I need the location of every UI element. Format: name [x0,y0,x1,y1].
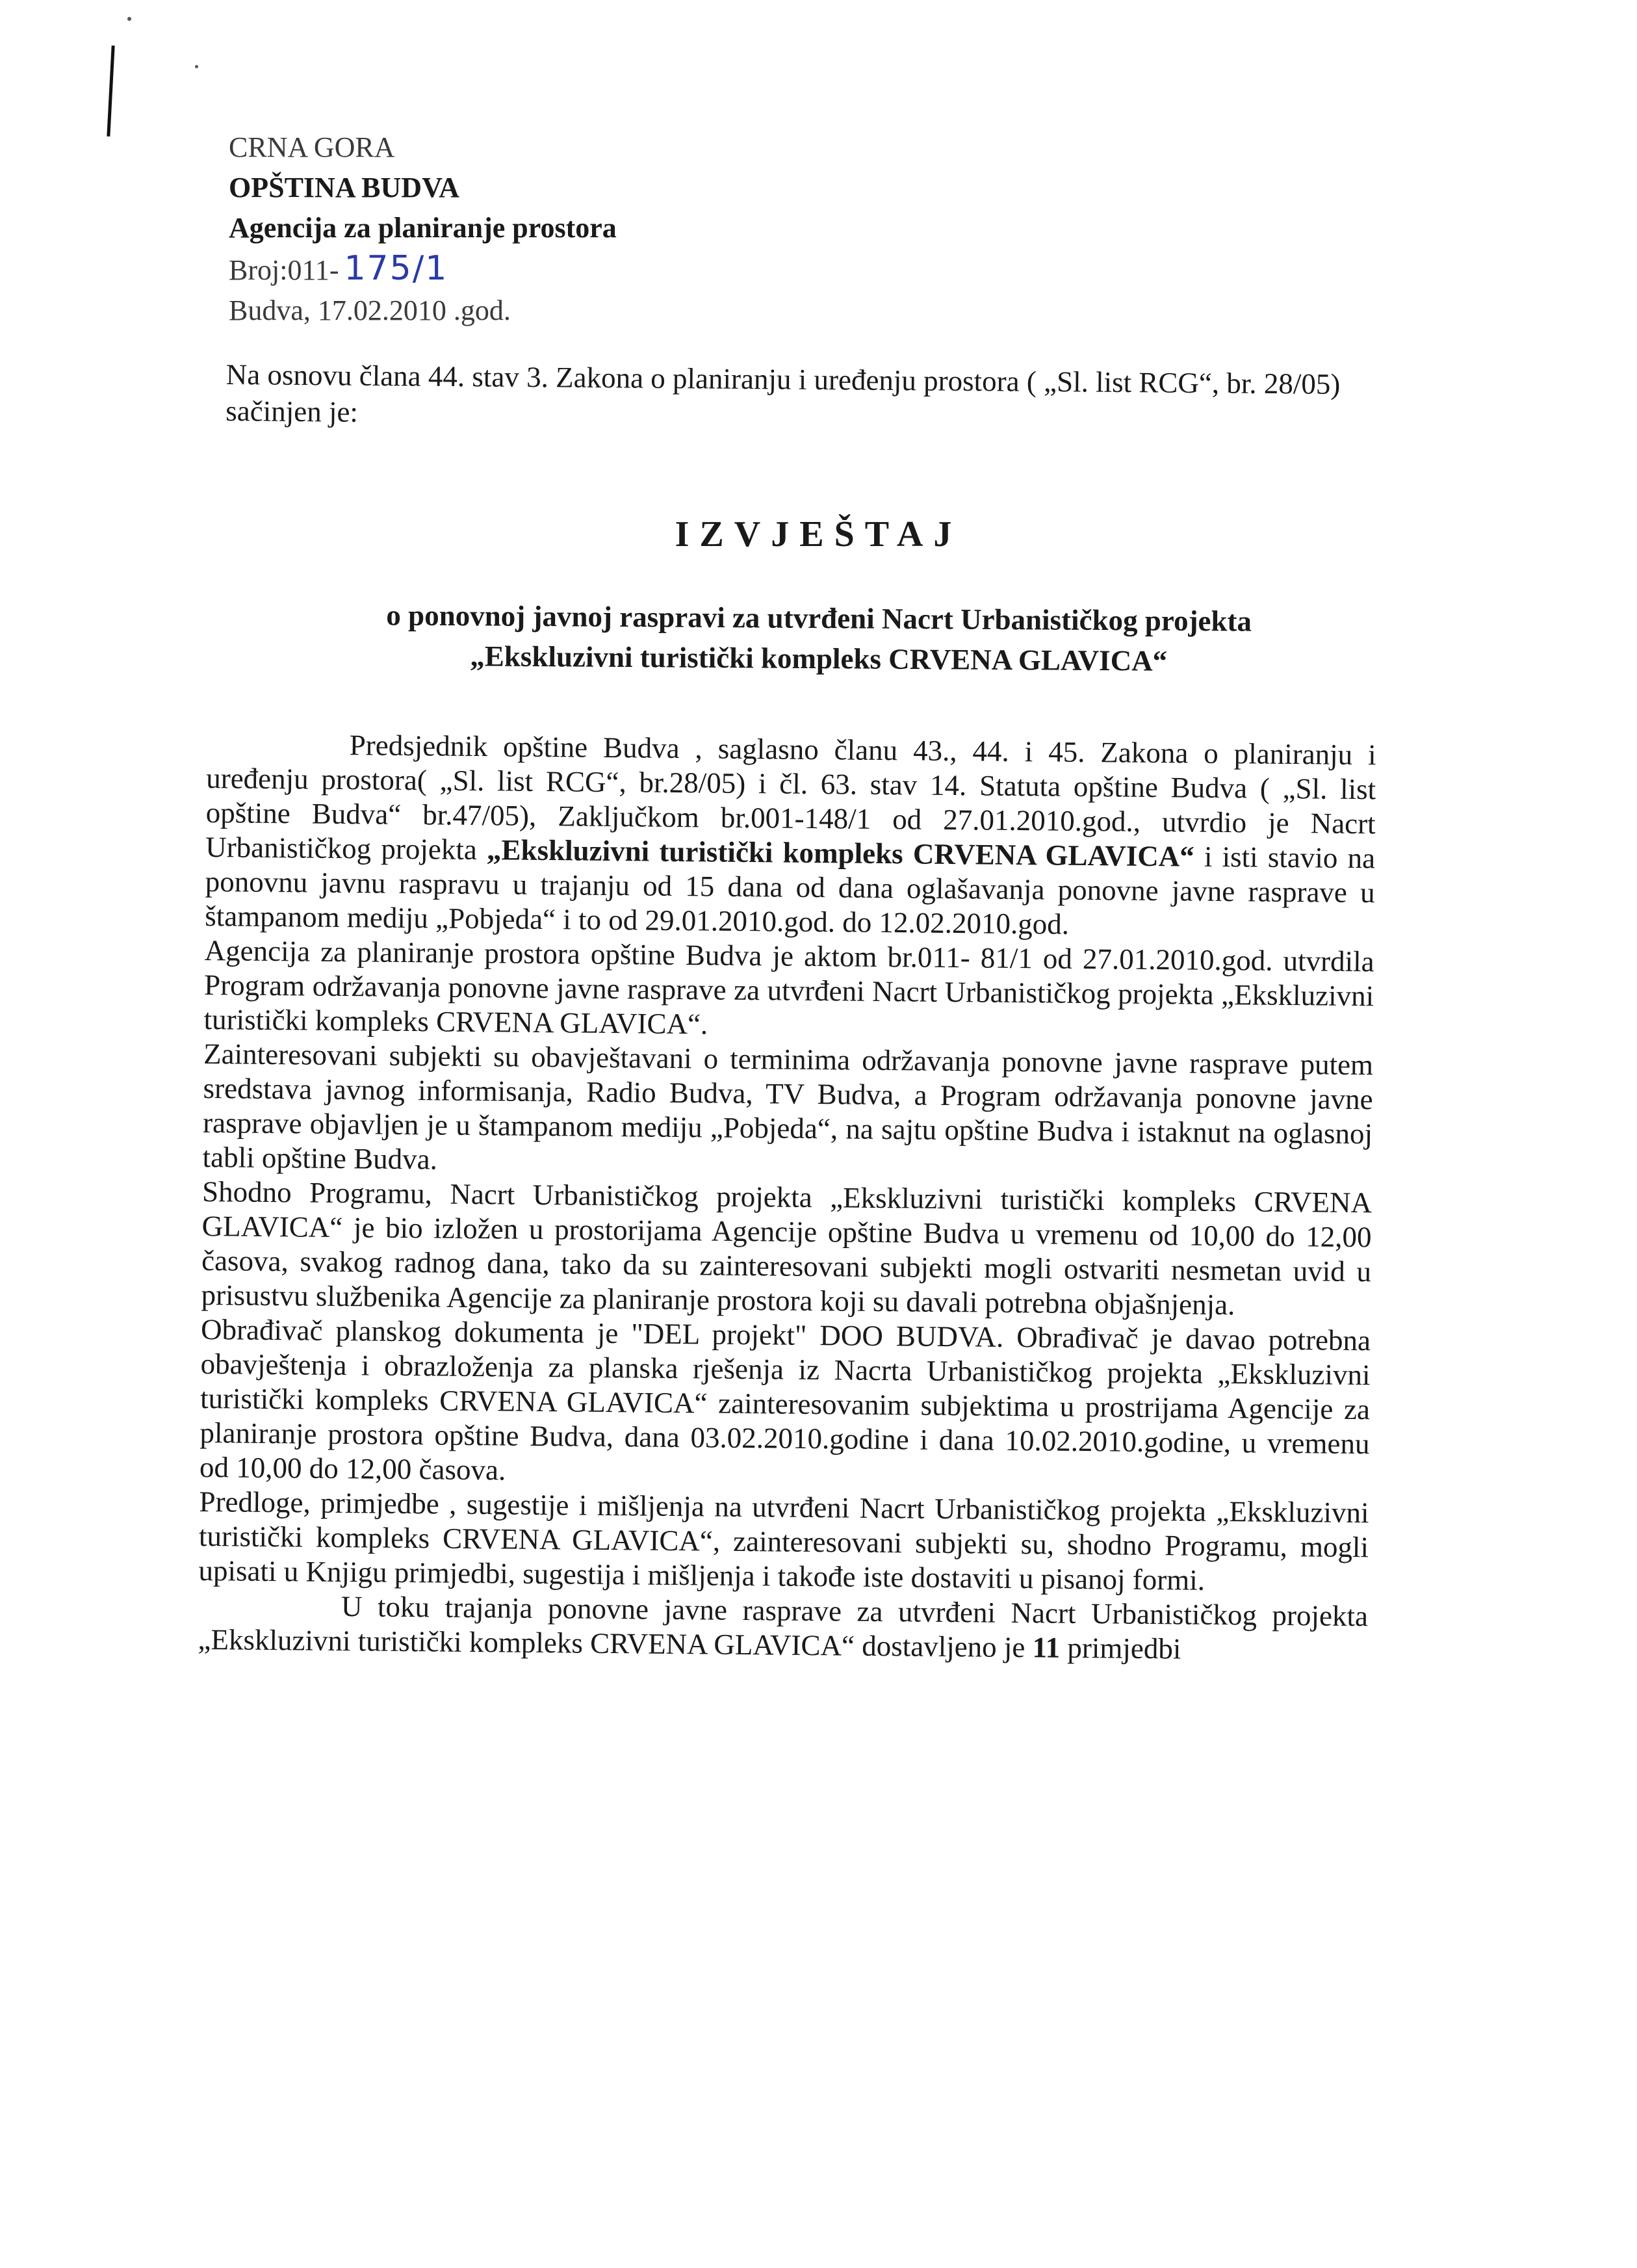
place-date: Budva, 17.02.2010 .god. [229,294,511,326]
paragraph-1 [205,727,1376,945]
paragraph-6: Predloge, primjedbe , sugestije i mišljenja na utvrđeni Nacrt Urbanističkog projekta „Ekskluzivni turistički kompleks CRVENA GLAVICA“, zainteresovani subjekti su, shodno Programu, mogli upisati u Knjigu primjedbi, sugestija i mišljenja i takođe iste dostaviti u pisanoj formi. [198,1485,1369,1597]
municipality-name: OPŠTINA BUDVA [229,172,459,203]
country-name: CRNA GORA [229,131,395,163]
paragraph-3: Zainteresovani subjekti su obavještavani o terminima održavanja ponovne javne rasprave putem sredstava javnog informisanja, Radio Budva, TV Budva, a Program održavanja ponovne javne rasprave objavljen je u štampanom mediju „Pobjeda“, na sajtu opštine Budva i istaknut na oglasnoj tabli opštine Budva. [202,1037,1374,1176]
document-title: IZVJEŠTAJ [675,514,962,554]
paragraph-1-project-name: „Ekskluzivni turistički kompleks CRVENA GLAVICA“ [486,833,1194,873]
paragraph-1-text-b: i isti stavio na ponovnu javnu raspravu u trajanju od 15 dana od dana oglašavanja ponovne javne rasprave u štampanom mediju „Pobjeda“ i to od 29.01.2010.god. do 12.02.2010.god. [204,840,1376,941]
agency-name: Agencija za planiranje prostora [229,212,617,244]
margin-pen-mark [107,46,114,137]
scan-speck [127,17,131,21]
paragraph-7 [198,1588,1368,1668]
scan-speck [195,65,198,68]
paragraph-7-text-b: primjedbi [1059,1631,1181,1665]
paragraph-5: Obrađivač planskog dokumenta je "DEL projekt" DOO BUDVA. Obrađivač je davao potrebna obavještenja i obrazloženja za planska rješenja iz Nacrta Urbanističkog projekta „Ekskluzivni turistički kompleks CRVENA GLAVICA“ zainteresovanim subjektima u prostrijama Agencije za planiranje prostora opštine Budva, dana 03.02.2010.godine i dana 10.02.2010.godine, u vremenu od 10,00 do 12,00 časova. [199,1312,1371,1487]
paragraph-4: Shodno Programu, Nacrt Urbanističkog projekta „Ekskluzivni turistički kompleks CRVENA GLAVICA“ je bio izložen u prostorijama Agencije opštine Budva u vremenu od 10,00 do 12,00 časova, svakog radnog dana, tako da su zainteresovani subjekti mogli ostvariti nesmetan uvid u prisustvu službenika Agencije za planiranje prostora koji su davali potrebna objašnjenja. [201,1175,1373,1322]
document-subtitle [312,595,1326,683]
paragraph-7-text-a: U toku trajanja ponovne javne rasprave za utvrđeni Nacrt Urbanističkog projekta „Ekskluzivni turistički kompleks CRVENA GLAVICA“ dostavljeno je [198,1590,1369,1664]
handwritten-number: 175/1 [344,249,448,288]
objection-count: 11 [1032,1631,1061,1664]
subtitle-line-2: „Ekskluzivni turistički kompleks CRVENA GLAVICA“ [470,640,1168,677]
legal-preamble: Na osnovu člana 44. stav 3. Zakona o planiranju i uređenju prostora ( „Sl. list RCG“, br. 28/05) sačinjen je: [226,358,1341,428]
subtitle-line-1: o ponovnoj javnoj raspravi za utvrđeni Nacrt Urbanističkog projekta [386,599,1252,638]
document-number [229,248,1139,291]
document-number-label: Broj:011- [229,254,339,286]
letterhead [229,127,1139,331]
report-body [198,727,1376,1668]
paragraph-2: Agencija za planiranje prostora opštine Budva je aktom br.011- 81/1 od 27.01.2010.god. utvrdila Program održavanja ponovne javne rasprave za utvrđeni Nacrt Urbanističkog projekta „Ekskluzivni turistički kompleks CRVENA GLAVICA“. [203,933,1374,1041]
paragraph-1-text-a: Predsjednik opštine Budva , saglasno članu 43., 44. i 45. Zakona o planiranju i uređenju prostora( „Sl. list RCG“, br.28/05) i čl. 63. stav 14. Statuta opštine Budva ( „Sl. list opštine Budva“ br.47/05), Zaključkom br.001-148/1 od 27.01.2010.god., utvrdio je Nacrt Urbanističkog projekta [205,729,1376,867]
